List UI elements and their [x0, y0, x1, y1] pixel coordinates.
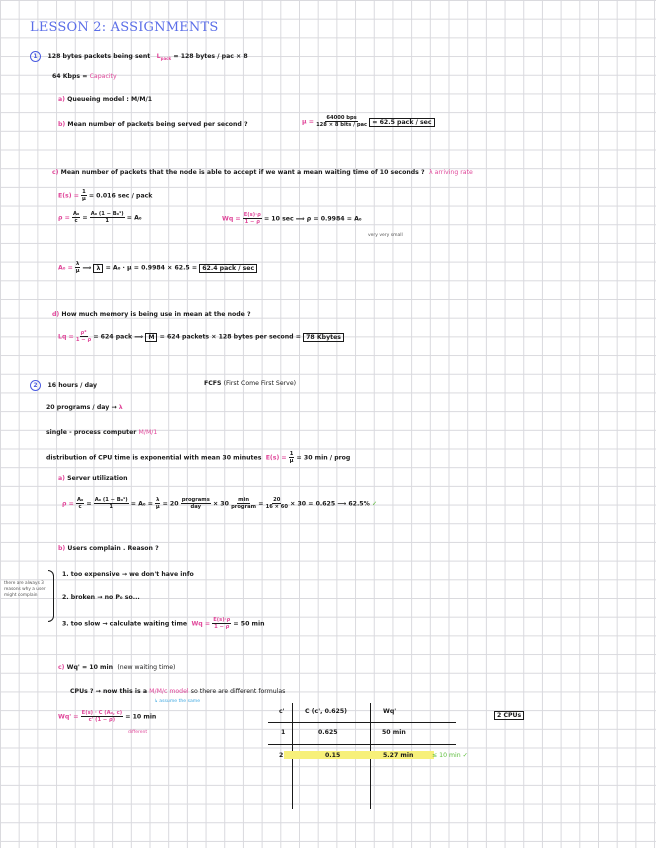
table-header: C (c', 0.625) — [305, 708, 347, 715]
q1-part-c: c) Mean number of packets that the node is able to accept if we want a mean waiting time of 10 seconds ? λ arriving rate — [52, 169, 473, 176]
reason-2: 2. broken → no P₀ so... — [62, 594, 140, 601]
question-1-header: 1 128 bytes packets being sent $L_{pack} = 128$ bytes / pac × 8 — [30, 51, 248, 62]
lambda-formula: A₀ = $\frac{\lambda}{\mu}$ ⟹ λ = A₀ · μ = 0.9984 × 62.5 = 62.4 pack / sec — [58, 261, 257, 274]
capacity-line: 64 Kbps = Capacity — [52, 73, 117, 80]
wq-prime-formula: Wq' = $\frac{\text{E(s) · C (A₀, c)}}{c' (1 - \rho)}$ = 10 min — [58, 710, 157, 723]
distribution-line: distribution of CPU time is exponential with mean 30 minutes E(s) = $\frac{1}{\mu}$ = 30 min / prog — [46, 451, 351, 464]
reason-3: 3. too slow → calculate waiting time Wq = $\frac{E(s)\cdot\rho}{1 - \rho}$ = 50 min — [62, 617, 265, 630]
answer-box: = 62.5 pack / sec — [369, 118, 434, 127]
table-header: c' — [279, 708, 285, 715]
table-cell: 5.27 min — [383, 752, 414, 759]
single-process-line: single - process computer M/M/1 — [46, 429, 158, 436]
assume-same-note: ↳ assume the same — [154, 699, 201, 704]
table-cell: 2 — [279, 752, 284, 759]
q2-part-a: a) Server utilization — [58, 475, 128, 482]
table-divider — [268, 744, 456, 745]
brace-icon — [48, 570, 54, 622]
wq-formula: Wq = $\frac{E(s)\cdot\rho}{1 - \rho}$ = 10 sec ⟹ ρ = 0.9984 = A₀ — [222, 212, 362, 225]
table-header: Wq' — [383, 708, 397, 715]
q2-part-b: b) Users complain . Reason ? — [58, 545, 159, 552]
question-number-badge: 1 — [30, 51, 41, 62]
table-cell: 50 min — [382, 729, 406, 736]
q1-part-a: a) Queueing model : M/M/1 — [58, 96, 153, 103]
question-2-header: 2 16 hours / day — [30, 380, 97, 391]
es-formula: E(s) = $\frac{1}{\mu}$ = 0.016 sec / pack — [58, 189, 153, 202]
q1-part-d: d) How much memory is being use in mean at the node ? — [52, 311, 251, 318]
answer-box: 78 Kbytes — [303, 333, 344, 342]
table-divider — [268, 722, 456, 723]
check-icon: ✓ — [371, 500, 378, 508]
answer-box: 62.4 pack / sec — [199, 264, 257, 273]
row-note: ≤ 10 min ✓ — [432, 752, 468, 759]
cpus-question: CPUs ? → now this is a M/M/c model so there are different formulas — [70, 688, 286, 695]
lq-formula: Lq = $\frac{\text{ρ²}}{1 - \rho}$ = 624 pack ⟹ M = 624 packets × 128 bytes per second = 78 Kbytes — [58, 330, 344, 343]
q1-part-b-formula: μ = $\frac{\text{64000 bps}}{\text{128 × 8 bits / pac}}$ = 62.5 pack / sec — [302, 115, 435, 128]
table-cell: 0.15 — [325, 752, 341, 759]
question-number-badge: 2 — [30, 380, 41, 391]
page-title: LESSON 2: ASSIGNMENTS — [30, 20, 219, 35]
final-answer-box: 2 CPUs — [494, 711, 524, 720]
programs-per-day: 20 programs / day → λ — [46, 404, 123, 411]
fcfs-label: FCFS (First Come First Serve) — [204, 380, 297, 387]
q2-part-c: c) Wq' = 10 min (new waiting time) — [58, 664, 176, 671]
table-cell: 1 — [281, 729, 286, 736]
very-small-note: very very small — [368, 233, 403, 238]
rho-formula: ρ = $\frac{\text{A₀}}{c}$ = $\frac{\text{A₀ (1 − B₀¹)}}{1}$ = A₀ — [58, 211, 142, 224]
server-utilization-formula: ρ = $\frac{\text{A₀}}{c}$ = $\frac{\text{A₀ (1 − B₀¹)}}{1}$ = A₀ = $\frac{\lambda}{\mu}$ = 20 $\frac{\text{programs}}{\text{day}}$ × 30 $\frac{\min}{\text{program}}$ = $\frac{20}{16 \times 60}$ × 30 = 0.625 ⟶ 62.5% ✓ — [62, 497, 378, 510]
different-note: different — [128, 730, 148, 735]
q1-part-b: b) Mean number of packets being served per second ? — [58, 121, 248, 128]
table-cell: 0.625 — [318, 729, 338, 736]
reason-1: 1. too expensive → we don't have info — [62, 571, 194, 578]
side-note: there are always 3 reasons why a user might complain — [4, 581, 46, 598]
